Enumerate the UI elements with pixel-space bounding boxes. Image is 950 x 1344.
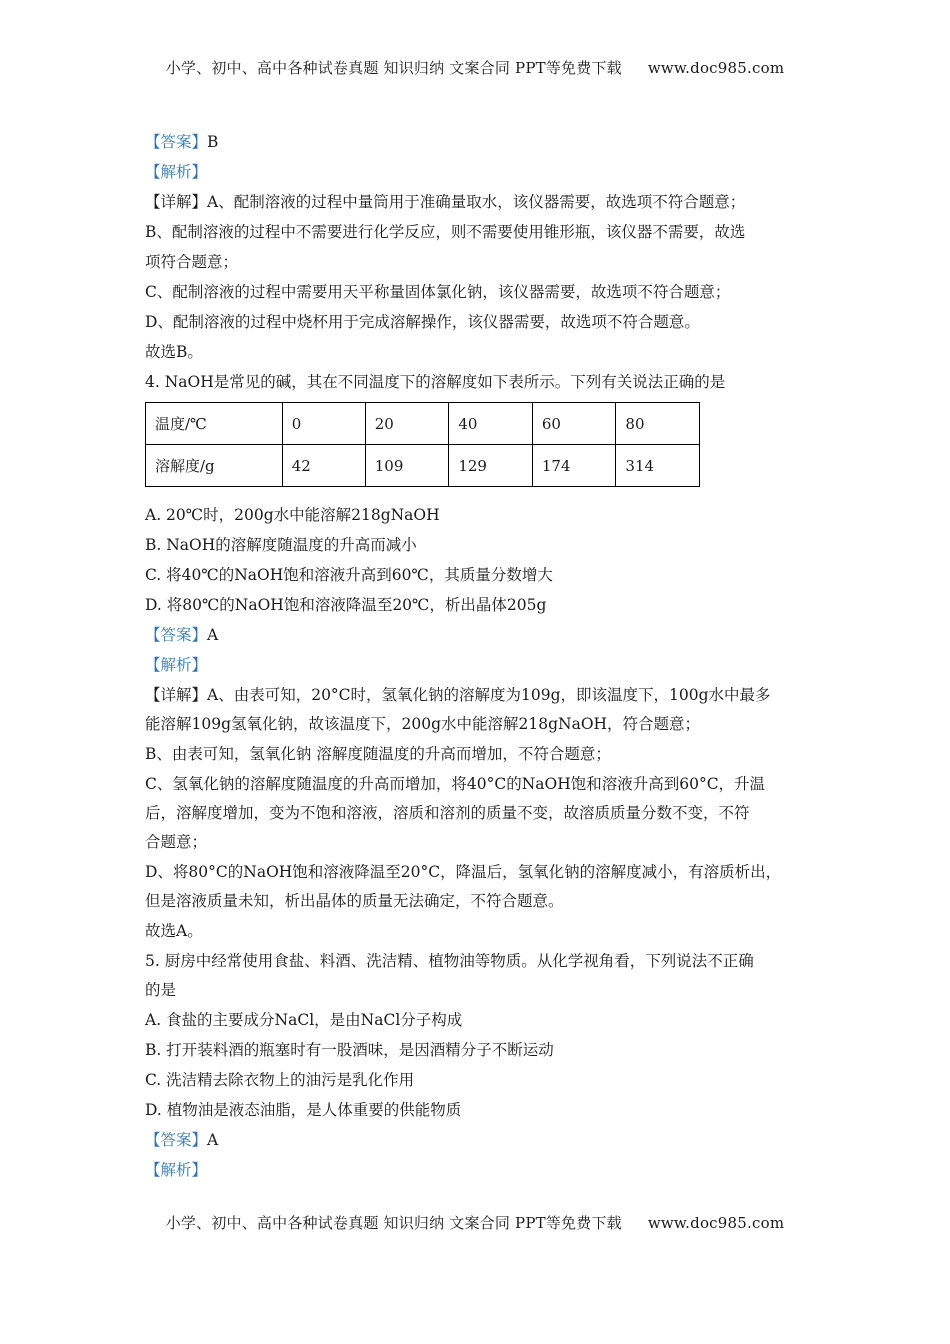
q3-detail-line [145, 190, 810, 220]
q5-stem: 的是 [145, 981, 177, 999]
answer-tag: 【答案】 [145, 1131, 208, 1149]
detail-tag: 【详解】 [145, 686, 208, 704]
table-cell: 60 [532, 403, 616, 445]
solubility-table [145, 402, 700, 487]
answer-tag: 【答案】 [145, 133, 208, 151]
table-cell: 80 [616, 403, 700, 445]
table-cell: 溶解度/g [146, 445, 283, 487]
table-row [146, 445, 700, 487]
q3-analysis [145, 160, 810, 190]
q3-detail-line: B、配制溶液的过程中不需要进行化学反应，则不需要使用锥形瓶，该仪器不需要，故选 [145, 223, 746, 241]
answer-value: A [207, 1131, 219, 1149]
analysis-tag: 【解析】 [145, 163, 208, 181]
table-cell: 温度/℃ [146, 403, 283, 445]
q4-detail-line: D、将80°C的NaOH饱和溶液降温至20°C，降温后，氢氧化钠的溶解度减小，有溶质析出， [145, 863, 782, 881]
page-footer [0, 1212, 950, 1233]
analysis-tag: 【解析】 [145, 1161, 208, 1179]
q4-detail-line [145, 683, 810, 712]
detail-text: A、配制溶液的过程中量筒用于准确量取水，该仪器需要，故选项不符合题意； [207, 193, 746, 211]
q4-option-d: D. 将80℃的NaOH饱和溶液降温至20℃，析出晶体205g [145, 596, 547, 614]
answer-value: A [207, 626, 219, 644]
q5-stem: 5. 厨房中经常使用食盐、料酒、洗洁精、植物油等物质。从化学视角看，下列说法不正确 [145, 952, 754, 970]
q3-detail-line: 项符合题意； [145, 253, 239, 271]
answer-tag: 【答案】 [145, 626, 208, 644]
page-header [0, 57, 950, 78]
q4-option-b: B. NaOH的溶解度随温度的升高而减小 [145, 536, 417, 554]
q4-detail-line: 但是溶液质量未知，析出晶体的质量无法确定，不符合题意。 [145, 892, 564, 910]
q5-option-c: C. 洗洁精去除衣物上的油污是乳化作用 [145, 1071, 415, 1089]
table-cell: 20 [365, 403, 449, 445]
q5-option-b: B. 打开装料酒的瓶塞时有一股酒味，是因酒精分子不断运动 [145, 1041, 554, 1059]
table-cell: 42 [282, 445, 365, 487]
q5-option-a: A. 食盐的主要成分NaCl，是由NaCl分子构成 [145, 1011, 463, 1029]
q5-answer [145, 1128, 810, 1158]
q3-detail-line: D、配制溶液的过程中烧杯用于完成溶解操作，该仪器需要，故选项不符合题意。 [145, 313, 700, 331]
header-url[interactable]: www.doc985.com [647, 59, 785, 77]
header-text: 小学、初中、高中各种试卷真题 知识归纳 文案合同 PPT等免费下载 [165, 59, 622, 77]
q3-detail-line: C、配制溶液的过程中需要用天平称量固体氯化钠，该仪器需要，故选项不符合题意； [145, 283, 731, 301]
q4-detail-line: 能溶解109g氢氧化钠，故该温度下，200g水中能溶解218gNaOH，符合题意； [145, 715, 701, 733]
footer-url[interactable]: www.doc985.com [647, 1214, 785, 1232]
table-cell: 0 [282, 403, 365, 445]
q4-detail-line: 合题意； [145, 833, 208, 851]
document-body [145, 130, 810, 1188]
table-row [146, 403, 700, 445]
q3-answer [145, 130, 810, 160]
table-cell: 109 [365, 445, 449, 487]
q4-conclusion: 故选A。 [145, 922, 203, 940]
answer-value: B [207, 133, 219, 151]
q4-detail-line: C、氢氧化钠的溶解度随温度的升高而增加，将40°C的NaOH饱和溶液升高到60°C，升温 [145, 775, 766, 793]
q4-answer [145, 623, 810, 653]
analysis-tag: 【解析】 [145, 656, 208, 674]
q3-conclusion: 故选B。 [145, 343, 203, 361]
table-cell: 40 [449, 403, 533, 445]
q4-analysis [145, 653, 810, 683]
q4-option-c: C. 将40℃的NaOH饱和溶液升高到60℃，其质量分数增大 [145, 566, 553, 584]
detail-tag: 【详解】 [145, 193, 208, 211]
q5-option-d: D. 植物油是液态油脂，是人体重要的供能物质 [145, 1101, 462, 1119]
table-cell: 129 [449, 445, 533, 487]
table-cell: 314 [616, 445, 700, 487]
table-cell: 174 [532, 445, 616, 487]
q4-detail-line: 后，溶解度增加，变为不饱和溶液，溶质和溶剂的质量不变，故溶质质量分数不变，不符 [145, 804, 750, 822]
q4-detail-line: B、由表可知，氢氧化钠 溶解度随温度的升高而增加，不符合题意； [145, 745, 611, 763]
detail-text: A、由表可知，20°C时，氢氧化钠的溶解度为109g，即该温度下，100g水中最多 [207, 686, 771, 704]
q4-option-a: A. 20℃时，200g水中能溶解218gNaOH [145, 506, 440, 524]
q5-analysis [145, 1158, 810, 1188]
q4-stem: 4. NaOH是常见的碱，其在不同温度下的溶解度如下表所示。下列有关说法正确的是 [145, 373, 726, 391]
footer-text: 小学、初中、高中各种试卷真题 知识归纳 文案合同 PPT等免费下载 [165, 1214, 622, 1232]
